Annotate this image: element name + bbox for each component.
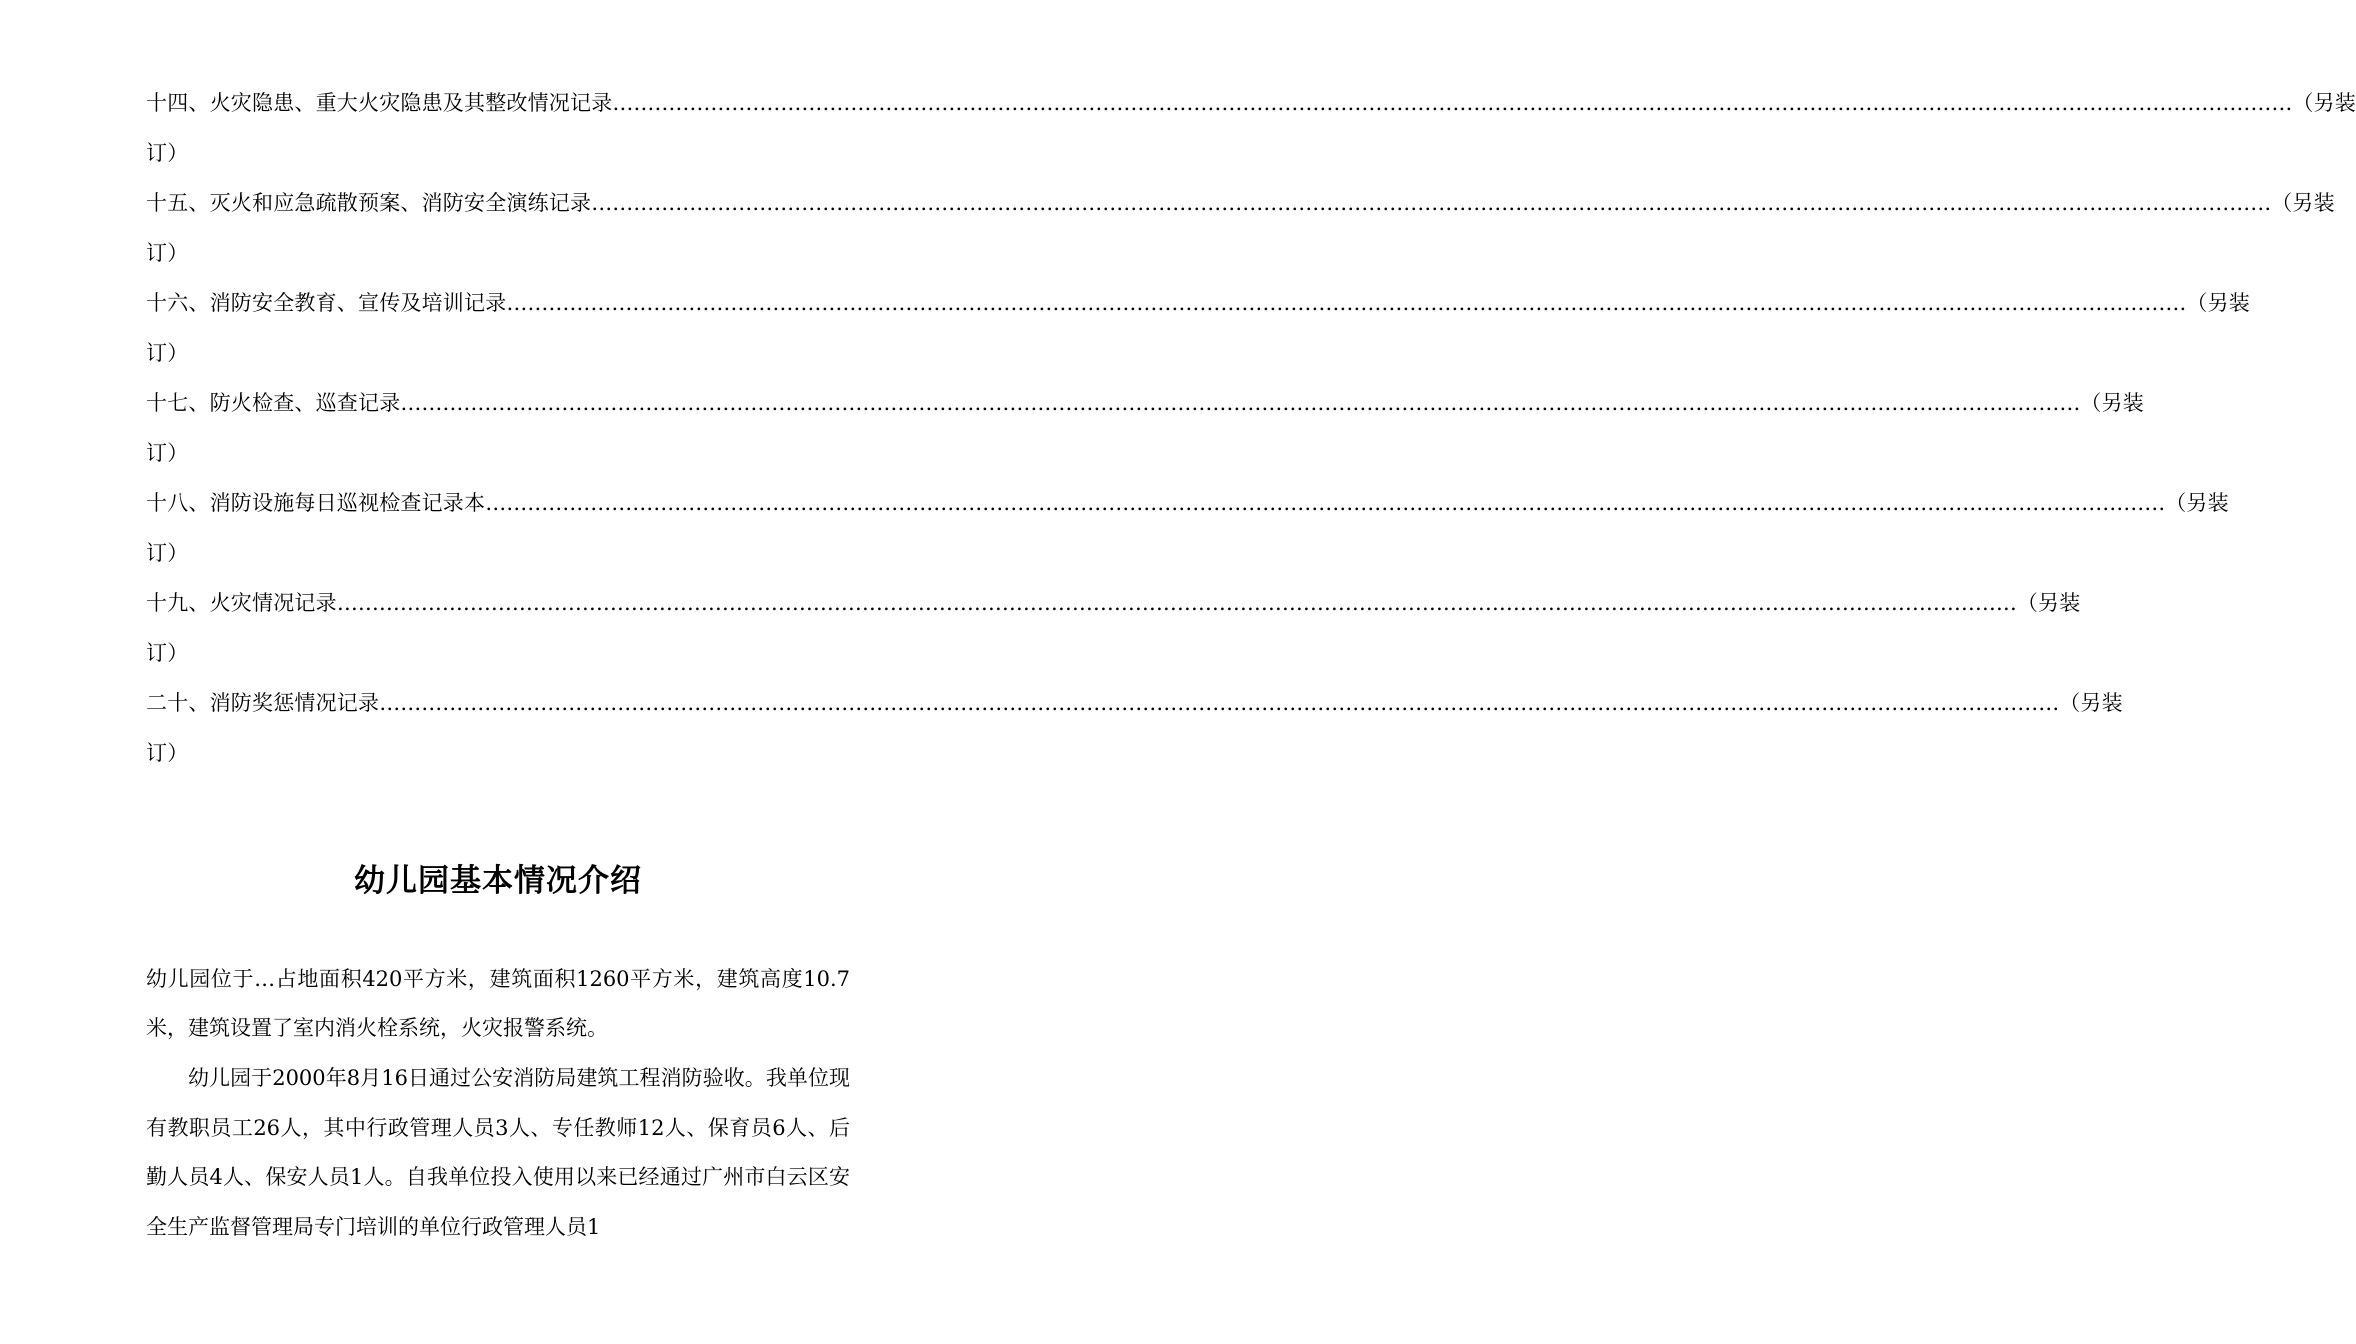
document-page [146,78,2356,1252]
toc-entry-title: 二十、消防奖惩情况记录 [146,691,380,715]
toc-entry-suffix: （另装 [2080,391,2145,415]
toc-dot-leader: …………………………………………………………………………………………………………………………………………………………………………………………………………………… [612,91,2293,115]
toc-entry-wrap: 订） [146,141,189,165]
toc-entry-suffix: （另装 [2016,591,2081,615]
toc-entry-14[interactable] [146,78,2356,178]
toc-line [146,478,2229,528]
toc-dot-leader: …………………………………………………………………………………………………………………………………………………………………………………………………………………… [591,191,2272,215]
toc-entry-wrap: 订） [146,741,189,765]
acceptance-paragraph: 幼儿园于2000年8月16日通过公安消防局建筑工程消防验收。我单位现有教职员工26人，其中行政管理人员3人、专任教师12人、保育员6人、后勤人员4人、保安人员1人。自我单位投入使用以来已经通过广州市白云区安全生产监督管理局专门培训的单位行政管理人员1 [146,1065,850,1239]
toc-entry-title: 十八、消防设施每日巡视检查记录本 [146,491,486,515]
toc-line [146,278,2251,328]
toc-entry-title: 十七、防火检查、巡查记录 [146,391,401,415]
toc-entry-suffix: （另装 [2059,691,2123,715]
toc-dot-leader: …………………………………………………………………………………………………………………………………………………………………………………………………………………… [336,591,2017,615]
toc-entry-17[interactable] [146,378,2145,478]
toc-entry-wrap: 订） [146,641,189,665]
toc-dot-leader: …………………………………………………………………………………………………………………………………………………………………………………………………………………… [400,391,2081,415]
toc-entry-title: 十四、火灾隐患、重大火灾隐患及其整改情况记录 [146,91,613,115]
toc-line [146,578,2081,628]
toc-line [146,178,2335,228]
toc-line [146,378,2145,428]
toc-entry-title: 十五、灭火和应急疏散预案、消防安全演练记录 [146,191,592,215]
toc-entry-title: 十九、火灾情况记录 [146,591,337,615]
toc-entry-16[interactable] [146,278,2251,378]
toc-entry-19[interactable] [146,578,2081,678]
toc-entry-suffix: （另装 [2186,291,2251,315]
toc-entry-20[interactable] [146,678,2123,778]
toc-dot-leader: …………………………………………………………………………………………………………………………………………………………………………………………………………………… [506,291,2187,315]
toc-entry-wrap: 订） [146,441,189,465]
table-of-contents [146,78,2356,778]
toc-line [146,78,2356,128]
toc-dot-leader: …………………………………………………………………………………………………………………………………………………………………………………………………………………… [379,691,2060,715]
section-title: 幼儿园基本情况介绍 [354,863,642,899]
toc-line [146,678,2123,728]
toc-dot-leader: …………………………………………………………………………………………………………………………………………………………………………………………………………………… [485,491,2166,515]
toc-entry-wrap: 订） [146,241,189,265]
toc-entry-suffix: （另装 [2165,491,2229,515]
toc-entry-18[interactable] [146,478,2229,578]
toc-entry-15[interactable] [146,178,2335,278]
intro-paragraph: 幼儿园位于…占地面积420平方米，建筑面积1260平方米，建筑高度10.7米，建筑设置了室内消火栓系统，火灾报警系统。 [146,966,850,1041]
toc-entry-suffix: （另装 [2292,91,2356,115]
toc-entry-title: 十六、消防安全教育、宣传及培训记录 [146,291,507,315]
toc-entry-suffix: （另装 [2271,191,2335,215]
toc-entry-wrap: 订） [146,541,189,565]
toc-entry-wrap: 订） [146,341,189,365]
